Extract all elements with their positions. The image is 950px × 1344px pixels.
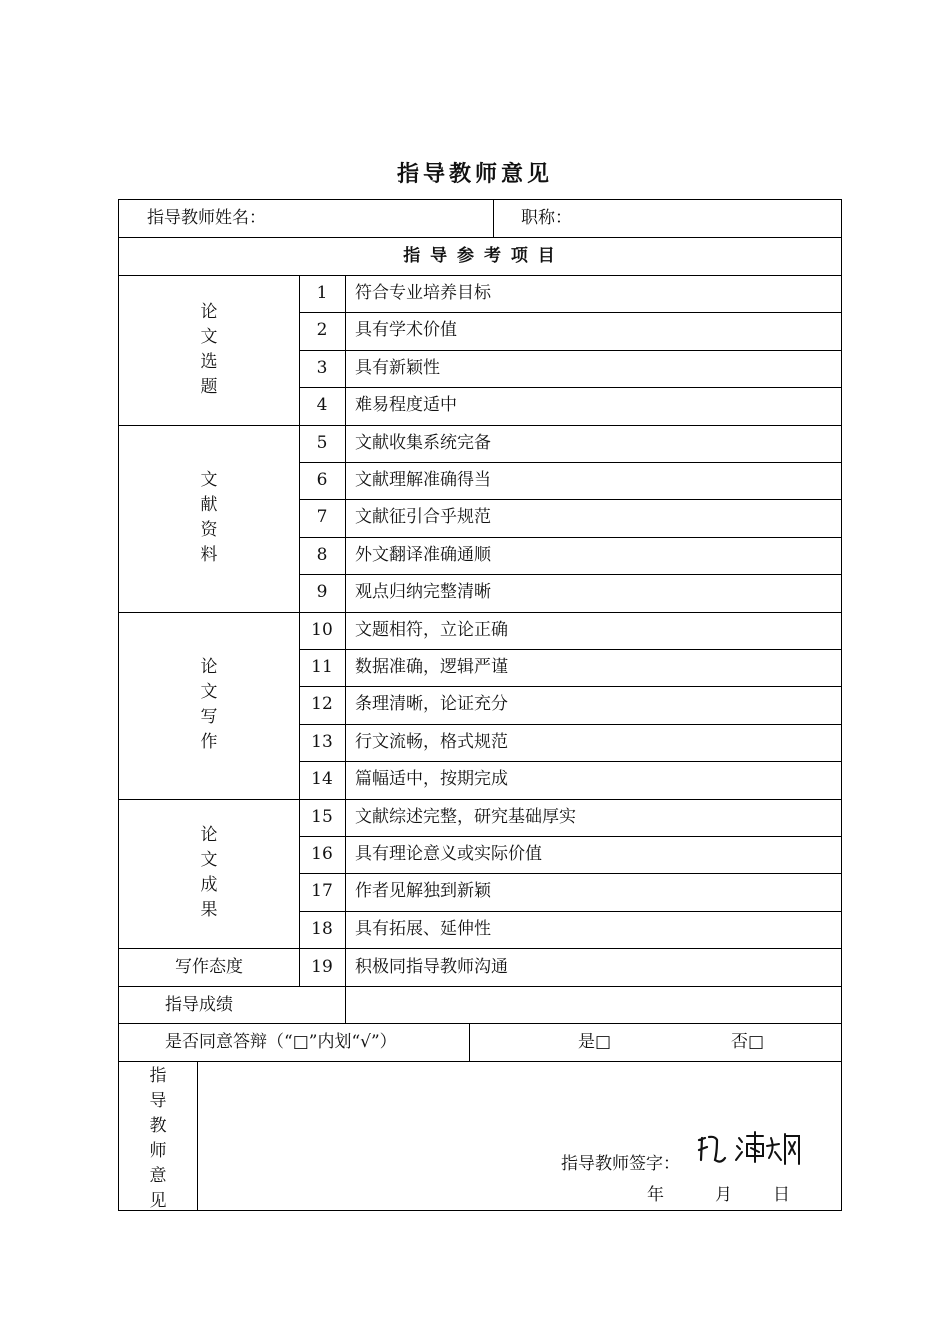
item-number: 16 [311,844,333,864]
teacher-name-label: 指导教师姓名： [147,208,266,228]
opinion-label: 指导教师意见 [149,1066,167,1211]
date-year: 年 [647,1185,664,1205]
item-number: 5 [316,432,328,453]
divider [345,275,346,986]
divider [493,200,494,237]
item-text: 具有拓展、延伸性 [355,918,491,939]
item-number: 3 [316,357,328,378]
defense-no-checkbox[interactable]: 否□ [731,1032,765,1052]
item-number: 13 [311,731,333,752]
item-number: 14 [311,769,333,790]
category-label: 论文选题 [200,301,218,397]
item-text: 外文翻译准确通顺 [355,544,491,565]
item-text: 条理清晰，论证充分 [355,694,508,715]
item-text: 文献综述完整，研究基础厚实 [355,806,576,827]
item-text: 文献理解准确得当 [355,470,491,490]
divider [299,275,300,986]
opinion-label-cell [119,1062,197,1210]
opinion-form [118,199,842,1211]
item-text: 文题相符，立论正确 [355,619,508,640]
category-cell [119,275,299,425]
attitude-text: 积极同指导教师沟通 [355,957,508,977]
item-number: 15 [311,806,333,827]
item-number: 11 [311,657,333,677]
grade-label: 指导成绩 [165,995,233,1015]
divider [119,1061,841,1062]
divider [469,1023,470,1061]
attitude-number: 19 [311,957,333,977]
defense-question: 是否同意答辩（“□”内划“√”） [165,1032,397,1052]
page-title: 指导教师意见 [396,161,553,187]
category-cell [119,799,299,949]
divider [345,986,346,1023]
attitude-label: 写作态度 [175,957,243,977]
item-number: 6 [316,470,328,490]
category-label: 论文成果 [200,825,218,921]
item-text: 符合专业培养目标 [355,283,491,303]
date-day: 日 [773,1185,790,1205]
item-text: 文献收集系统完备 [355,432,491,453]
item-number: 17 [311,881,333,902]
item-number: 18 [311,918,333,939]
category-cell [119,425,299,612]
defense-yes-checkbox[interactable]: 是□ [578,1032,612,1052]
item-number: 7 [316,507,328,528]
item-text: 篇幅适中，按期完成 [355,769,508,790]
signature-image [695,1128,805,1170]
item-number: 8 [316,544,328,565]
category-cell [119,612,299,799]
date-month: 月 [715,1185,732,1205]
item-text: 观点归纳完整清晰 [355,582,491,603]
item-number: 2 [316,320,328,341]
item-number: 1 [316,283,328,303]
item-text: 数据准确，逻辑严谨 [355,657,508,677]
category-label: 文献资料 [200,470,218,566]
item-text: 行文流畅，格式规范 [355,731,508,752]
item-number: 4 [316,395,328,416]
signature-label: 指导教师签字： [561,1154,680,1174]
reference-header: 指 导 参 考 项 目 [403,246,557,266]
item-text: 具有学术价值 [355,320,457,341]
item-text: 难易程度适中 [355,395,457,416]
item-number: 9 [316,582,328,603]
item-text: 具有新颖性 [355,357,440,378]
category-label: 论文写作 [200,657,218,753]
item-text: 具有理论意义或实际价值 [355,844,542,864]
item-text: 文献征引合乎规范 [355,507,491,528]
rank-label: 职称： [521,208,572,228]
item-number: 10 [311,619,333,640]
item-number: 12 [311,694,333,715]
divider [197,1061,198,1210]
item-text: 作者见解独到新颖 [355,881,491,902]
